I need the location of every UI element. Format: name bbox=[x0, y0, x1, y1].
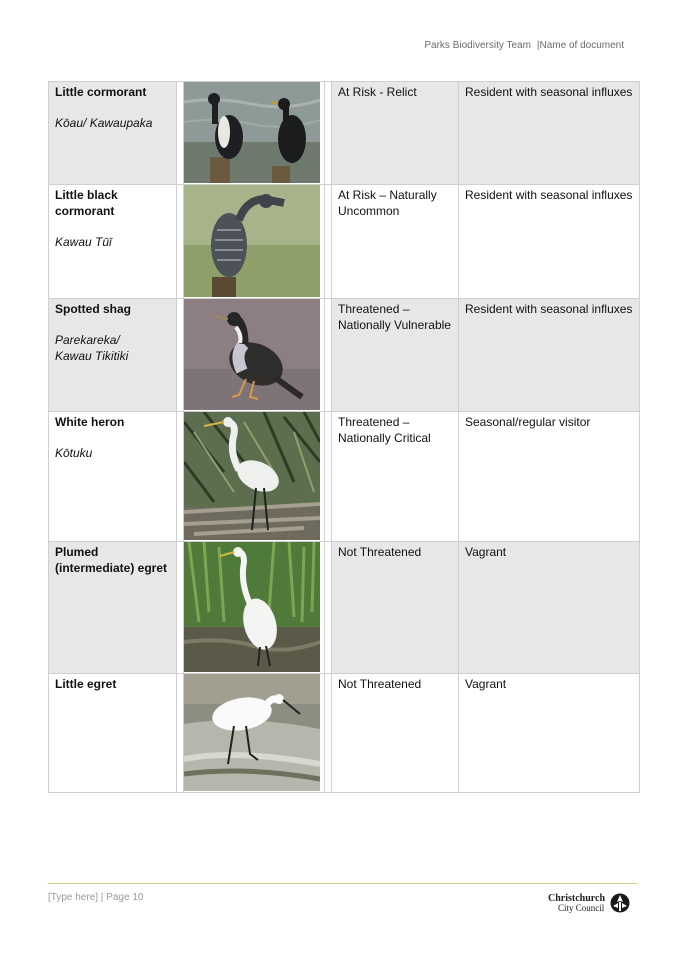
table-row bbox=[49, 542, 640, 674]
species-cell bbox=[49, 185, 177, 299]
footer-divider bbox=[48, 883, 637, 884]
status-cell: Not Threatened bbox=[332, 542, 459, 674]
species-name: Spotted shag bbox=[55, 302, 132, 316]
table-row bbox=[49, 185, 640, 299]
residency-cell: Resident with seasonal influxes bbox=[459, 82, 640, 185]
status-cell: Threatened – Nationally Vulnerable bbox=[332, 299, 459, 412]
white-heron-photo bbox=[184, 412, 320, 540]
maori-name: Parekareka/ Kawau Tikitiki bbox=[55, 333, 129, 363]
residency-cell: Resident with seasonal influxes bbox=[459, 185, 640, 299]
cormorant-photo bbox=[184, 82, 320, 183]
species-name: Little black cormorant bbox=[55, 188, 118, 218]
species-name: Little egret bbox=[55, 677, 117, 691]
species-name: White heron bbox=[55, 415, 125, 429]
plumed-egret-photo bbox=[184, 542, 320, 672]
council-logo bbox=[548, 893, 632, 915]
black-cormorant-photo bbox=[184, 185, 320, 297]
photo-cell bbox=[184, 185, 325, 299]
species-cell bbox=[49, 674, 177, 793]
photo-cell bbox=[184, 299, 325, 412]
residency-cell: Resident with seasonal influxes bbox=[459, 299, 640, 412]
species-name: Little cormorant bbox=[55, 85, 147, 99]
table-row bbox=[49, 299, 640, 412]
table-row bbox=[49, 674, 640, 793]
species-name: Plumed (intermediate) egret bbox=[55, 545, 168, 575]
species-cell bbox=[49, 299, 177, 412]
photo-cell bbox=[184, 412, 325, 542]
photo-cell bbox=[184, 82, 325, 185]
logo-line-2: City Council bbox=[558, 903, 605, 913]
photo-cell bbox=[184, 674, 325, 793]
status-cell: Not Threatened bbox=[332, 674, 459, 793]
status-cell: At Risk - Relict bbox=[332, 82, 459, 185]
little-egret-photo bbox=[184, 674, 320, 791]
status-cell: Threatened – Nationally Critical bbox=[332, 412, 459, 542]
maori-name: Kōau/ Kawaupaka bbox=[55, 116, 153, 130]
table-row bbox=[49, 82, 640, 185]
residency-cell: Vagrant bbox=[459, 674, 640, 793]
footer-page-info: [Type here] | Page 10 bbox=[48, 892, 144, 903]
residency-cell: Vagrant bbox=[459, 542, 640, 674]
logo-line-1: Christchurch bbox=[548, 893, 606, 904]
cathedral-emblem-icon bbox=[610, 893, 630, 913]
page-header bbox=[424, 40, 628, 51]
species-cell bbox=[49, 82, 177, 185]
species-cell bbox=[49, 412, 177, 542]
residency-cell: Seasonal/regular visitor bbox=[459, 412, 640, 542]
maori-name: Kōtuku bbox=[55, 446, 93, 460]
species-table bbox=[48, 81, 640, 793]
photo-cell bbox=[184, 542, 325, 674]
header-team: Parks Biodiversity Team bbox=[424, 40, 531, 51]
status-cell: At Risk – Naturally Uncommon bbox=[332, 185, 459, 299]
table-row bbox=[49, 412, 640, 542]
maori-name: Kawau Tūī bbox=[55, 235, 112, 249]
header-doc: |Name of document bbox=[536, 40, 624, 51]
species-cell bbox=[49, 542, 177, 674]
spotted-shag-photo bbox=[184, 299, 320, 410]
